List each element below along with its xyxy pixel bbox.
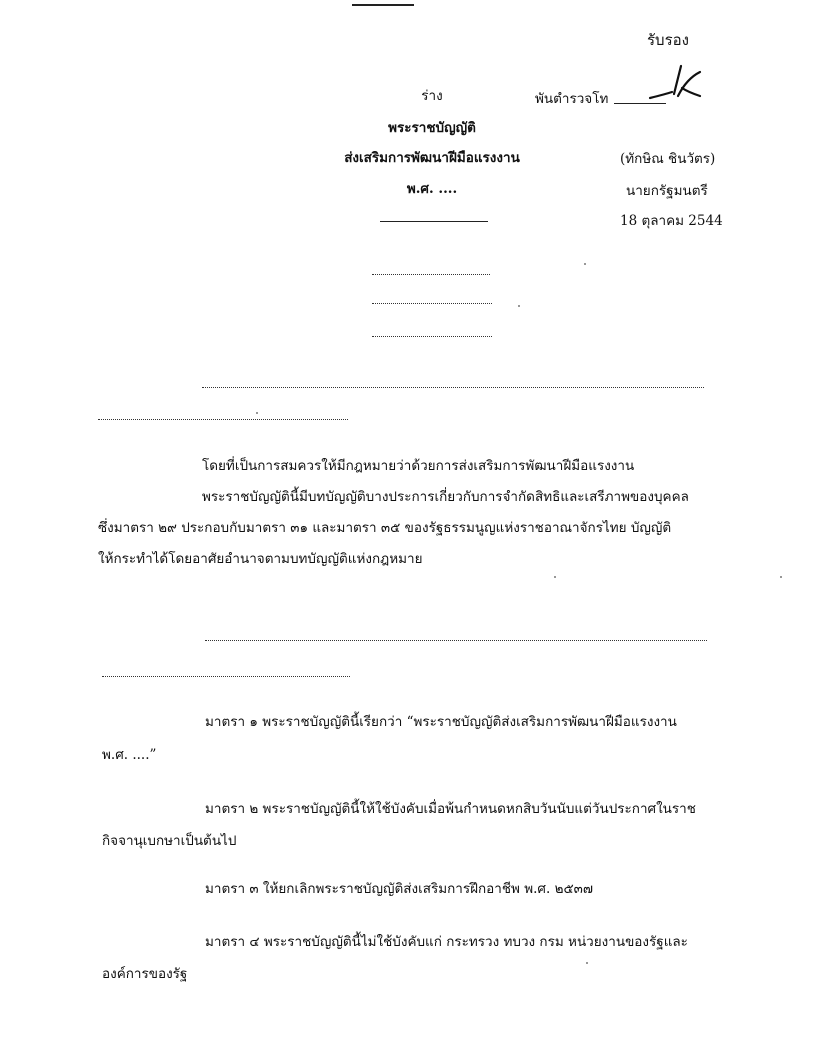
preamble-line-2: พระราชบัญญัตินี้มีบทบัญญัติบางประการเกี่ยวกับการจำกัดสิทธิและเสรีภาพของบุคคล [202,489,689,505]
section-2-line-1: มาตรา ๒ พระราชบัญญัตินี้ให้ใช้บังคับเมื่อพ้นกำหนดหกสิบวันนับแต่วันประกาศในราช [205,801,696,817]
rank-label: พันตำรวจโท [535,91,609,107]
blank-line-4 [202,387,704,388]
preamble-line-3: ซึ่งมาตรา ๒๙ ประกอบกับมาตรา ๓๑ และมาตรา ๓๕ ของรัฐธรรมนูญแห่งราชอาณาจักรไทย บัญญัติ [98,520,672,536]
section-1-line-1: มาตรา ๑ พระราชบัญญัตินี้เรียกว่า “พระราชบัญญัติส่งเสริมการพัฒนาฝีมือแรงงาน [205,714,677,730]
signature [648,62,704,106]
section-3-line-1: มาตรา ๓ ให้ยกเลิกพระราชบัญญัติส่งเสริมการฝึกอาชีพ พ.ศ. ๒๕๓๗ [205,881,594,897]
act-title: พระราชบัญญัติ [388,120,476,136]
preamble-line-4: ให้กระทำได้โดยอาศัยอำนาจตามบทบัญญัติแห่งกฎหมาย [98,551,423,567]
scan-speck [780,576,782,578]
title-underline [380,221,488,222]
scan-speck [518,305,520,307]
blank-line-6 [205,640,707,641]
signer-name: (ทักษิณ ชินวัตร) [620,151,716,167]
certification-heading: รับรอง [647,31,689,49]
scan-speck [584,263,586,265]
section-4-line-1: มาตรา ๔ พระราชบัญญัตินี้ไม่ใช้บังคับแก่ กระทรวง ทบวง กรม หน่วยงานของรัฐและ [205,934,688,950]
preamble-line-1: โดยที่เป็นการสมควรให้มีกฎหมายว่าด้วยการส่งเสริมการพัฒนาฝีมือแรงงาน [202,458,635,474]
top-edge-mark [352,4,414,6]
certification-date: 18 ตุลาคม 2544 [620,213,723,229]
blank-line-2 [372,303,492,304]
blank-line-5 [98,419,348,420]
section-4-line-2: องค์การของรัฐ [102,966,188,982]
section-2-line-2: กิจจานุเบกษาเป็นต้นไป [102,833,237,849]
blank-line-3 [372,336,492,337]
act-subject: ส่งเสริมการพัฒนาฝีมือแรงงาน [344,150,520,166]
scan-speck [256,412,258,414]
blank-line-1 [372,274,490,275]
blank-line-7 [102,676,350,677]
act-year: พ.ศ. .... [406,181,458,197]
scan-speck [586,962,588,964]
section-1-line-2: พ.ศ. ....” [102,747,157,763]
draft-label: ร่าง [421,88,443,104]
signer-position: นายกรัฐมนตรี [626,183,708,199]
scan-speck [554,576,556,578]
